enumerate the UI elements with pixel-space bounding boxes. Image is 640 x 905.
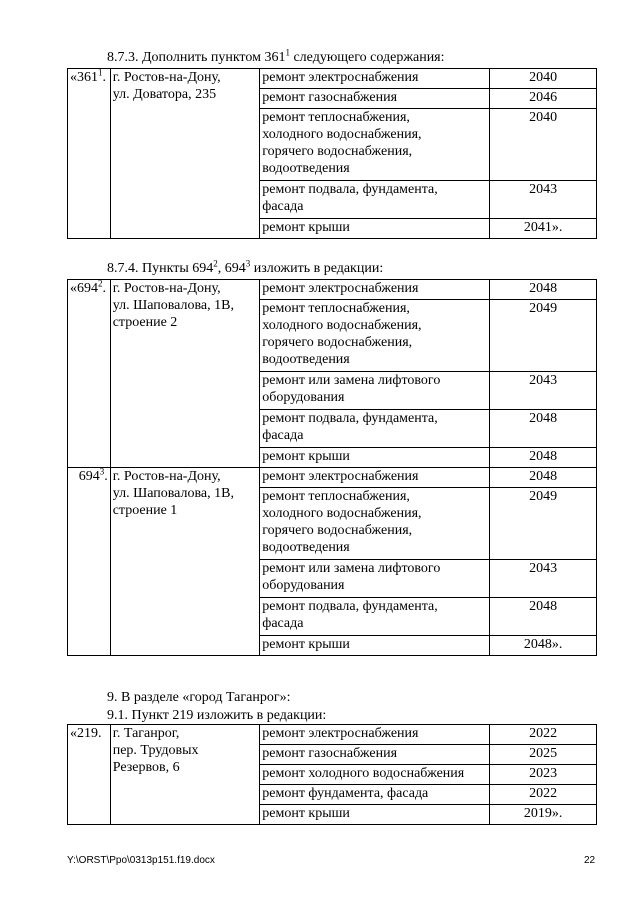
work-year: 2043 [490, 181, 597, 219]
section-heading-1: 8.7.3. Дополнить пунктом $361^1$ следующего содержания: [107, 47, 445, 65]
work-year: 2049 [490, 300, 597, 372]
work-name: ремонт крыши [260, 636, 490, 656]
item-address: г. Таганрог, пер. Трудовых Резервов, 6 [110, 725, 260, 825]
work-name: ремонт электроснабжения [260, 280, 490, 300]
work-name: ремонт или замена лифтового оборудования [260, 560, 490, 598]
work-year: 2043 [490, 372, 597, 410]
work-name: ремонт фундамента, фасада [260, 785, 490, 805]
work-name: ремонт крыши [260, 805, 490, 825]
work-year: 2040 [490, 69, 597, 89]
work-year: 2019». [490, 805, 597, 825]
work-year: 2041». [490, 219, 597, 239]
work-year: 2043 [490, 560, 597, 598]
work-name: ремонт газоснабжения [260, 89, 490, 109]
item-number: «$694^2$. [68, 280, 111, 468]
table-item-361-1 [67, 68, 597, 239]
work-year: 2022 [490, 725, 597, 745]
footer-file-path: Y:\ORST\Ppo\0313p151.f19.docx [67, 855, 215, 866]
work-name: ремонт подвала, фундамента, фасада [260, 410, 490, 448]
work-name: ремонт электроснабжения [260, 725, 490, 745]
work-year: 2048 [490, 448, 597, 468]
item-address: г. Ростов-на-Дону, ул. Шаповалова, 1В, строение 2 [110, 280, 260, 468]
work-name: ремонт или замена лифтового оборудования [260, 372, 490, 410]
work-name: ремонт крыши [260, 219, 490, 239]
work-name: ремонт теплоснабжения, холодного водоснабжения, горячего водоснабжения, водоотведения [260, 300, 490, 372]
work-year: 2048 [490, 598, 597, 636]
work-year: 2022 [490, 785, 597, 805]
work-year: 2048 [490, 280, 597, 300]
work-year: 2048». [490, 636, 597, 656]
work-year: 2025 [490, 745, 597, 765]
section-heading-2: 8.7.4. Пункты $694^2$, $694^3$ изложить в редакции: [107, 258, 384, 276]
work-year: 2023 [490, 765, 597, 785]
work-name: ремонт теплоснабжения, холодного водоснабжения, горячего водоснабжения, водоотведения [260, 109, 490, 181]
work-name: ремонт подвала, фундамента, фасада [260, 598, 490, 636]
table-item-219 [67, 724, 597, 825]
work-name: ремонт электроснабжения [260, 69, 490, 89]
work-name: ремонт подвала, фундамента, фасада [260, 181, 490, 219]
section-heading-3: 9. В разделе «город Таганрог»: [107, 690, 291, 705]
item-address: г. Ростов-на-Дону, ул. Шаповалова, 1В, строение 1 [110, 468, 260, 656]
work-year: 2046 [490, 89, 597, 109]
work-year: 2048 [490, 468, 597, 488]
work-name: ремонт холодного водоснабжения [260, 765, 490, 785]
section-subheading-3: 9.1. Пункт 219 изложить в редакции: [107, 708, 327, 723]
footer-page-number: 22 [584, 855, 596, 866]
work-name: ремонт теплоснабжения, холодного водоснабжения, горячего водоснабжения, водоотведения [260, 488, 490, 560]
work-year: 2048 [490, 410, 597, 448]
work-year: 2049 [490, 488, 597, 560]
item-address: г. Ростов-на-Дону, ул. Доватора, 235 [110, 69, 260, 239]
item-number: «219. [68, 725, 111, 825]
work-name: ремонт крыши [260, 448, 490, 468]
work-year: 2040 [490, 109, 597, 181]
item-number: «$361^1$. [68, 69, 111, 239]
work-name: ремонт электроснабжения [260, 468, 490, 488]
table-items-694 [67, 279, 597, 656]
item-number: $694^3$. [68, 468, 111, 656]
work-name: ремонт газоснабжения [260, 745, 490, 765]
